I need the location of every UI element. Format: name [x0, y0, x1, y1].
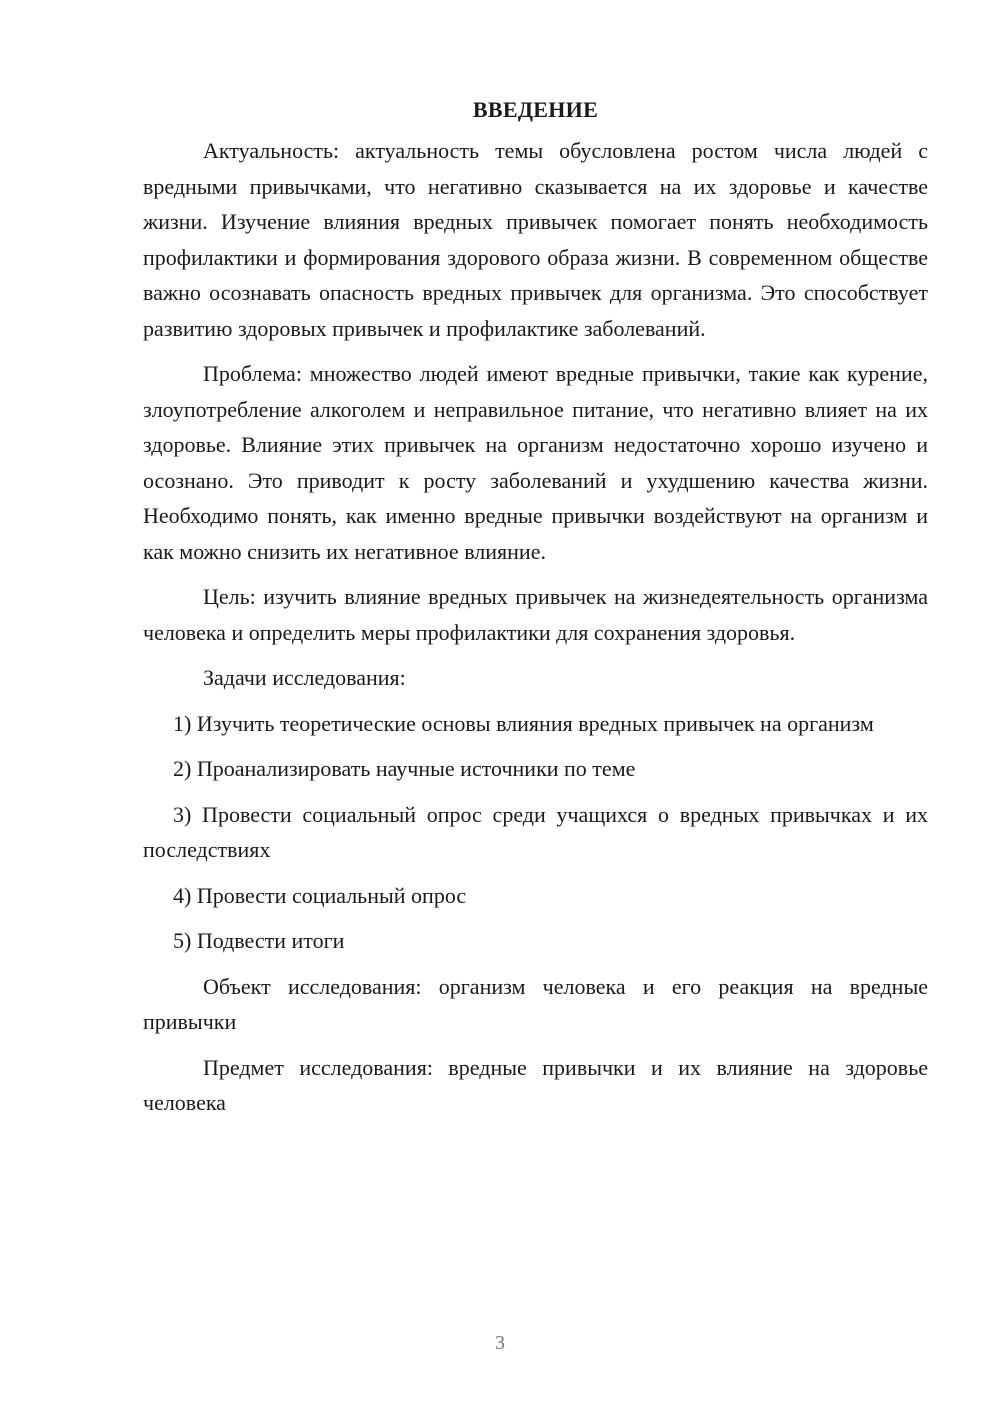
object-paragraph: Объект исследования: организм человека и его реакция на вредные привычки — [143, 973, 928, 1034]
document-page — [143, 92, 928, 1131]
task-item-4: 4) Провести социальный опрос — [173, 882, 467, 908]
problem-paragraph: Проблема: множество людей имеют вредные привычки, такие как курение, злоупотребление алкоголем и неправильное питание, что негативно влияет на их здоровье. Влияние этих привычек на организм недостаточно хорошо изучено и осознано. Это приводит к росту заболеваний и ухудшению качества жизни. Необходимо понять, как именно вредные привычки воздействуют на организм и как можно снизить их негативное влияние. — [143, 361, 928, 564]
tasks-heading: Задачи исследования: — [203, 665, 406, 690]
task-item-3: 3) Провести социальный опрос среди учащихся о вредных привычках и их последствиях — [143, 801, 928, 862]
task-item-1: 1) Изучить теоретические основы влияния вредных привычек на организм — [173, 710, 874, 736]
page-title: ВВЕДЕНИЕ — [472, 97, 599, 122]
subject-paragraph: Предмет исследования: вредные привычки и их влияние на здоровье человека — [143, 1054, 928, 1115]
page-number: 3 — [495, 1332, 505, 1354]
goal-paragraph: Цель: изучить влияние вредных привычек на жизнедеятельность организма человека и определить меры профилактики для сохранения здоровья. — [143, 584, 928, 645]
task-item-2: 2) Проанализировать научные источники по теме — [173, 756, 636, 781]
task-item-5: 5) Подвести итоги — [173, 928, 345, 953]
relevance-paragraph: Актуальность: актуальность темы обусловлена ростом числа людей с вредными привычками, что негативно сказывается на их здоровье и качестве жизни. Изучение влияния вредных привычек помогает понять необходимость профилактики и формирования здорового образа жизни. В современном обществе важно осознавать опасность вредных привычек для организма. Это способствует развитию здоровых привычек и профилактике заболеваний. — [143, 138, 928, 341]
